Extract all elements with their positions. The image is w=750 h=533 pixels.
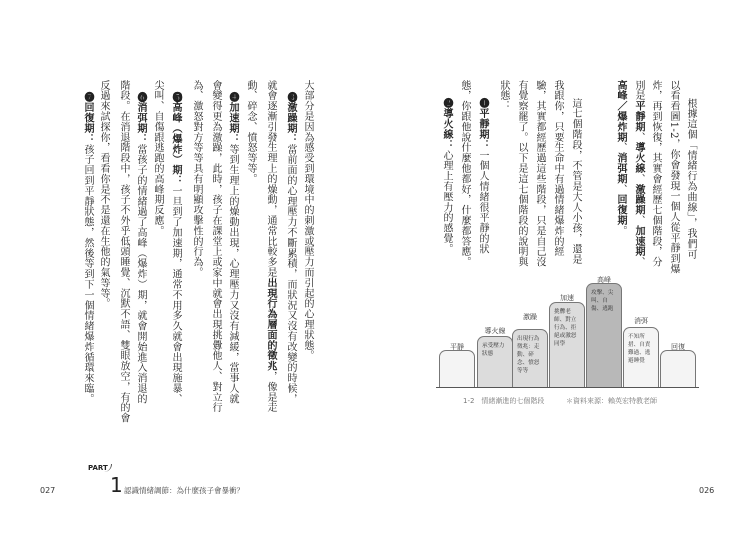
text-column bbox=[458, 80, 470, 267]
text-segment: 炸，再到恢復，其實會經歷七個階段，分 bbox=[650, 80, 661, 268]
bold-term: ❼回復期： bbox=[82, 92, 93, 144]
text-segment: 、 bbox=[633, 256, 644, 268]
text-segment: 、 bbox=[633, 173, 644, 185]
text-column bbox=[614, 80, 626, 236]
text-segment: 、 bbox=[615, 184, 626, 195]
text-column bbox=[81, 92, 93, 404]
text-segment: 動、碎念、憤怒等等。 bbox=[245, 80, 256, 184]
text-segment: ，像是走 bbox=[265, 371, 276, 413]
stage-box-7 bbox=[660, 350, 696, 387]
text-segment: 尖叫、自傷跟逃跑的高峰期反應。 bbox=[152, 80, 163, 236]
text-segment: 心理上有壓力的感覺。 bbox=[441, 150, 452, 254]
bold-term: ❻消弭期： bbox=[135, 92, 146, 144]
text-column bbox=[264, 80, 276, 413]
figure-baseline bbox=[436, 387, 699, 388]
text-column bbox=[497, 80, 509, 111]
bold-term: 激躁期 bbox=[633, 184, 644, 216]
bold-term: 加速期 bbox=[633, 225, 644, 257]
stage-label: 回復 bbox=[671, 343, 685, 351]
text-column bbox=[97, 80, 109, 309]
bold-term: 平靜期 bbox=[633, 100, 644, 133]
text-column bbox=[649, 80, 661, 267]
bold-term: 消弭期 bbox=[615, 152, 626, 185]
bold-term: 出現行為層面的徵兆 bbox=[265, 277, 276, 372]
text-segment: 階段。在消退階段中，孩子不外乎低頭睡覺、沉默不語、雙眼放空，有的會 bbox=[118, 80, 129, 424]
text-column bbox=[209, 80, 221, 413]
page-number-right: 026 bbox=[699, 486, 715, 495]
text-column bbox=[515, 80, 527, 267]
bold-term: ❷導火線： bbox=[441, 98, 452, 150]
bold-term: 回復期 bbox=[615, 194, 626, 226]
text-segment: 一旦到了加速期，通常不用多久就會出現施暴、 bbox=[170, 185, 181, 405]
text-column bbox=[244, 80, 256, 184]
stage-label: 高峰 bbox=[597, 276, 611, 284]
text-segment: 我跟你，只要生命中有過情緒爆炸的經 bbox=[552, 80, 563, 257]
stage-description: 不知所措、自責難過、逃避睡覺 bbox=[628, 334, 651, 364]
text-column bbox=[476, 98, 488, 254]
bold-term: ❶平靜期： bbox=[477, 98, 488, 150]
text-segment: 等到生理上的燥動出現，心理壓力又沒有減緩，當事人就 bbox=[227, 144, 238, 404]
text-column bbox=[284, 92, 296, 404]
text-segment: 狀態： bbox=[498, 80, 509, 112]
text-segment: 、 bbox=[615, 142, 626, 153]
text-column bbox=[440, 98, 452, 254]
figure-source: ＊資料來源：賴英宏特教老師 bbox=[566, 397, 657, 405]
stage-description: 出現行為徵兆：走動、碎念、憤怒等等 bbox=[517, 336, 540, 374]
bold-term: 高峰／爆炸期 bbox=[615, 80, 626, 143]
text-segment: 以看看圖1-2，你會發現一個人從平靜到爆 bbox=[668, 80, 679, 275]
stage-label: 加速 bbox=[560, 294, 574, 302]
stage-box-5 bbox=[586, 283, 622, 387]
stage-box-2 bbox=[477, 336, 513, 387]
text-segment: 。 bbox=[615, 225, 626, 237]
text-segment: 這七個階段，不管是大人小孩，還是 bbox=[570, 98, 581, 265]
part-number: 1 bbox=[110, 473, 123, 497]
figure-caption: 1-2 情緒漸進的七個階段 bbox=[463, 397, 545, 405]
text-column bbox=[301, 80, 313, 361]
text-segment: 大部分是因為感受到環境中的刺激或壓力而引起的心理狀態。 bbox=[302, 80, 313, 361]
text-column bbox=[667, 80, 679, 274]
text-segment: 有覺察罷了。以下是這七個階段的說明與 bbox=[516, 80, 527, 268]
text-column bbox=[190, 80, 202, 278]
bold-term: 導火線 bbox=[633, 142, 644, 174]
text-column bbox=[551, 80, 563, 257]
bold-term: ❸激躁期： bbox=[285, 92, 296, 144]
stage-box-6 bbox=[623, 327, 659, 387]
text-column bbox=[632, 80, 644, 267]
bold-term: ❹加速期： bbox=[227, 92, 238, 144]
part-logo: PART bbox=[88, 464, 112, 472]
text-segment: 態，你跟他說什麼他都好，什麼都答應。 bbox=[459, 80, 470, 268]
text-segment: 孩子回到平靜狀態，然後等到下一個情緒爆炸循環來臨。 bbox=[82, 144, 93, 404]
text-segment: 反過來試探你，看看你是不是還在生他的氣等等。 bbox=[98, 80, 109, 309]
bold-term: ❺高峰（爆炸）期： bbox=[170, 92, 181, 186]
stage-label: 平靜 bbox=[450, 343, 464, 351]
text-column bbox=[569, 98, 581, 264]
stage-box-1 bbox=[439, 350, 475, 387]
text-column bbox=[117, 80, 129, 423]
stage-description: 挑釁老師、對立行為、拒絕或激怒同學 bbox=[554, 309, 577, 347]
text-column bbox=[533, 80, 545, 267]
text-segment: 、 bbox=[633, 132, 644, 143]
text-segment: 一個人情緒很平靜的狀 bbox=[477, 150, 488, 254]
text-column bbox=[684, 98, 696, 259]
stage-description: 承受壓力狀態 bbox=[482, 343, 505, 357]
stage-label: 激躁 bbox=[523, 313, 537, 321]
text-segment: 別是 bbox=[633, 80, 644, 101]
chapter-title: 認識情緒調節：為什麼孩子會暴衝？ bbox=[124, 486, 244, 495]
text-segment: 為、激怒對方等等具有明顯攻擊性的行為。 bbox=[191, 80, 202, 278]
text-segment: 根據這個「情緒行為曲線」，我們可 bbox=[685, 98, 696, 260]
text-segment: 當孩子的情緒過了高峰（爆炸）期，就會開始進入消退的 bbox=[135, 144, 146, 404]
text-segment: 當前面的心理壓力不斷累積，而狀況又沒有改變的時候， bbox=[285, 144, 296, 404]
text-segment: 、 bbox=[633, 215, 644, 226]
stage-box-3 bbox=[512, 329, 548, 387]
page-number-left: 027 bbox=[40, 486, 56, 495]
text-column bbox=[151, 80, 163, 236]
text-column bbox=[169, 92, 181, 404]
text-segment: 驗，其實都經歷過這些階段，只是自己沒 bbox=[534, 80, 545, 268]
stage-label: 消弭 bbox=[634, 317, 648, 325]
text-column bbox=[134, 92, 146, 404]
text-segment: 會變得更為激躁，此時，孩子在課堂上或家中就會出現挑釁他人、對立行 bbox=[210, 80, 221, 413]
text-segment: 就會逐漸引發生理上的燥動，通常比較多是 bbox=[265, 80, 276, 278]
stage-label: 導火線 bbox=[484, 327, 506, 335]
text-column bbox=[226, 92, 238, 404]
stage-box-4 bbox=[549, 302, 585, 387]
stage-description: 攻擊、尖叫、自傷、逃跑 bbox=[591, 290, 614, 312]
